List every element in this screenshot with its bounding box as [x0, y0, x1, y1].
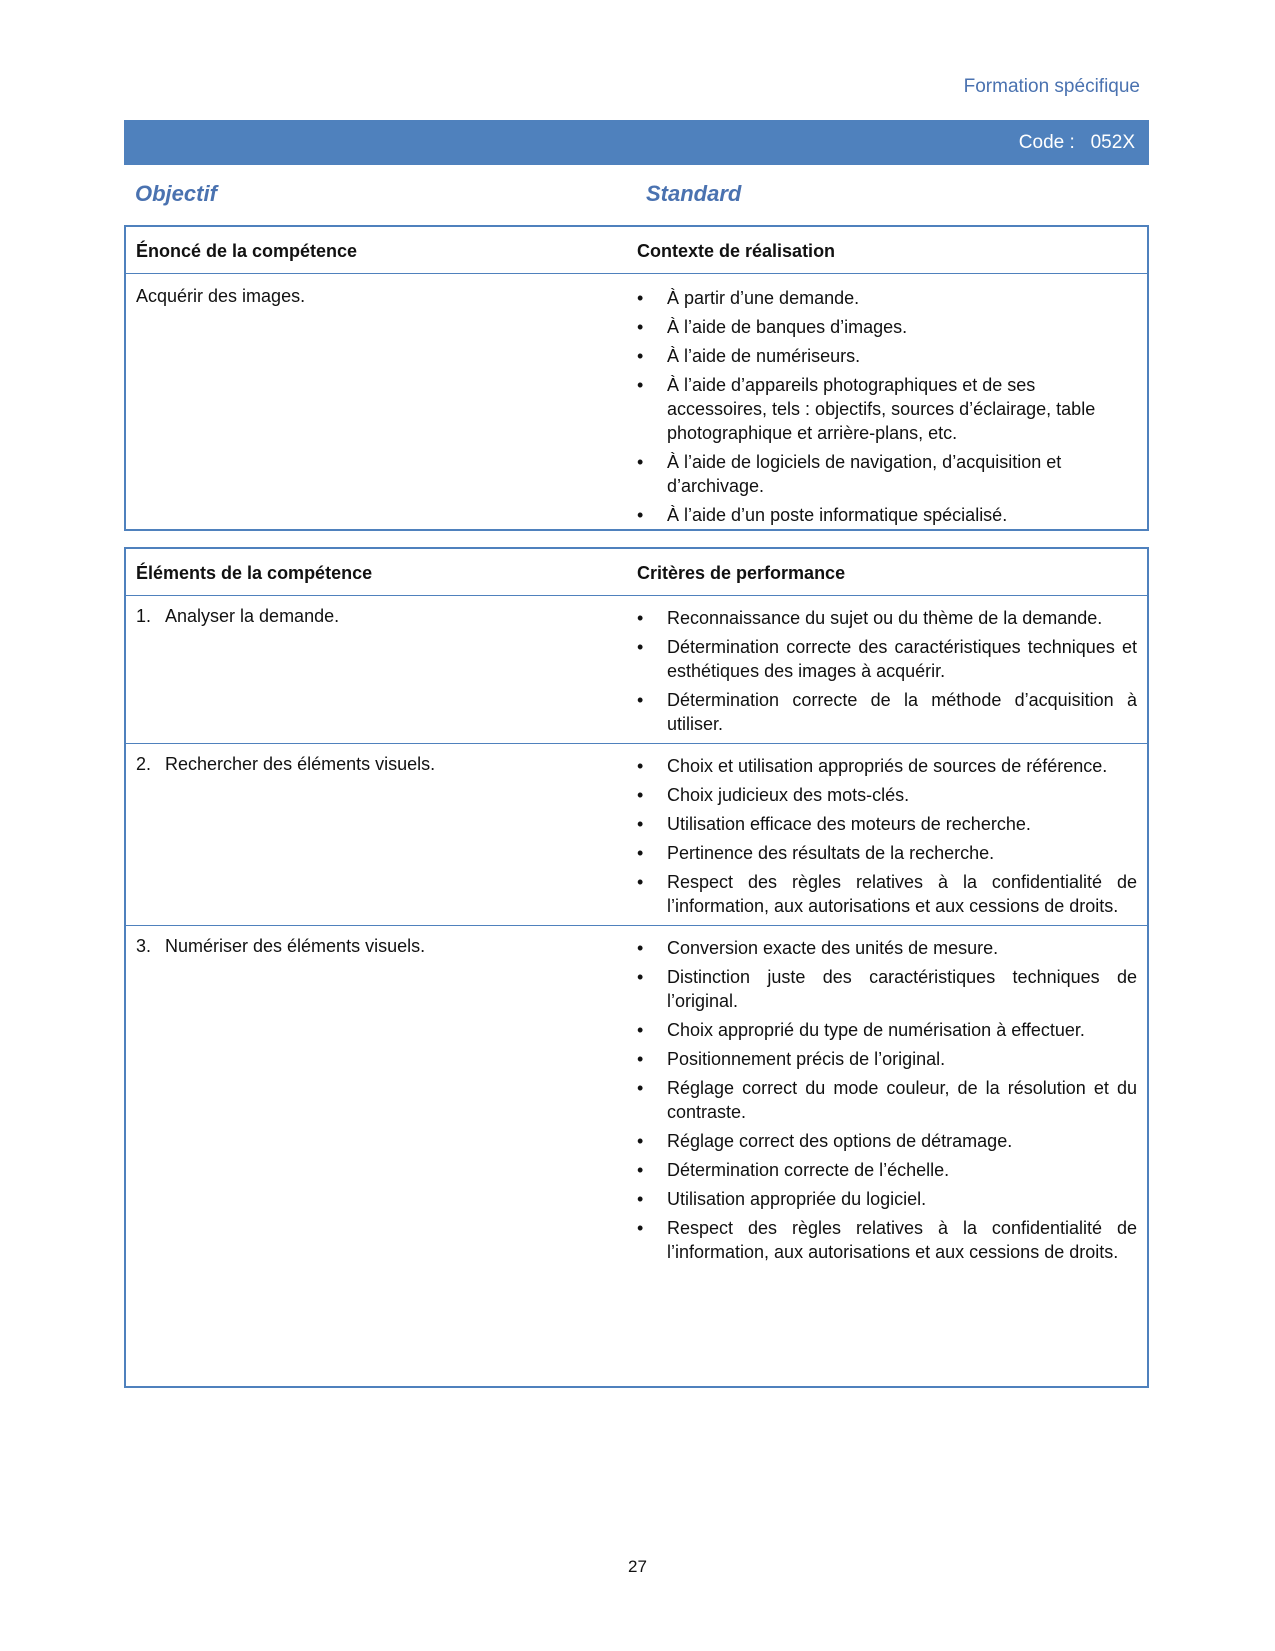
element-number: 2. [136, 754, 152, 774]
competence-table-header [126, 227, 1147, 274]
enonce-header: Énoncé de la compétence [136, 240, 358, 261]
context-list [637, 286, 1137, 527]
criterion-item: • Détermination correcte des caractéristiques techniques et esthétiques des images à acquérir. [637, 635, 1137, 683]
criteres-header: Critères de performance [637, 562, 846, 583]
objectif-heading: Objectif [135, 181, 217, 206]
criterion-item: • Réglage correct des options de détramage. [637, 1129, 1137, 1153]
page-number: 27 [628, 1557, 647, 1576]
element-row [126, 743, 1147, 925]
criterion-item: • Choix judicieux des mots-clés. [637, 783, 1137, 807]
criteria-list [637, 936, 1137, 1264]
context-item: • À l’aide de logiciels de navigation, d’acquisition et d’archivage. [637, 450, 1137, 498]
running-head: Formation spécifique [963, 76, 1140, 97]
criterion-item: • Distinction juste des caractéristiques techniques de l’original. [637, 965, 1137, 1013]
element-label: Rechercher des éléments visuels. [165, 754, 436, 774]
criterion-item: • Utilisation efficace des moteurs de recherche. [637, 812, 1137, 836]
criterion-item: • Utilisation appropriée du logiciel. [637, 1187, 1137, 1211]
contexte-header: Contexte de réalisation [637, 240, 836, 261]
criterion-item: • Positionnement précis de l’original. [637, 1047, 1137, 1071]
criteria-list [637, 606, 1137, 736]
competence-table [124, 225, 1149, 531]
element-number: 3. [136, 936, 152, 956]
elements-table [124, 547, 1149, 1388]
criterion-item: • Reconnaissance du sujet ou du thème de la demande. [637, 606, 1137, 630]
criteria-list [637, 754, 1137, 918]
element-row [126, 925, 1147, 1271]
elements-header: Éléments de la compétence [136, 562, 373, 583]
code-bar: Code : 052X [124, 120, 1149, 165]
competence-row [126, 274, 1147, 532]
criterion-item: • Respect des règles relatives à la confidentialité de l’information, aux autorisations et aux cessions de droits. [637, 870, 1137, 918]
criterion-item: • Pertinence des résultats de la recherche. [637, 841, 1137, 865]
element-label: Analyser la demande. [165, 606, 340, 626]
context-item: • À l’aide d’un poste informatique spécialisé. [637, 503, 1137, 527]
context-item: • À partir d’une demande. [637, 286, 1137, 310]
competence-statement: Acquérir des images. [136, 286, 306, 306]
criterion-item: • Respect des règles relatives à la confidentialité de l’information, aux autorisations et aux cessions de droits. [637, 1216, 1137, 1264]
context-item: • À l’aide de banques d’images. [637, 315, 1137, 339]
criterion-item: • Choix approprié du type de numérisation à effectuer. [637, 1018, 1137, 1042]
criterion-item: • Choix et utilisation appropriés de sources de référence. [637, 754, 1137, 778]
element-number: 1. [136, 606, 152, 626]
element-label: Numériser des éléments visuels. [165, 936, 426, 956]
context-item: • À l’aide de numériseurs. [637, 344, 1137, 368]
context-item: • À l’aide d’appareils photographiques et de ses accessoires, tels : objectifs, sources d’éclairage, table photographique et arrière-plans, etc. [637, 373, 1137, 445]
elements-table-header [126, 549, 1147, 596]
standard-heading: Standard [646, 181, 742, 206]
criterion-item: • Conversion exacte des unités de mesure. [637, 936, 1137, 960]
criterion-item: • Réglage correct du mode couleur, de la résolution et du contraste. [637, 1076, 1137, 1124]
criterion-item: • Détermination correcte de l’échelle. [637, 1158, 1137, 1182]
criterion-item: • Détermination correcte de la méthode d’acquisition à utiliser. [637, 688, 1137, 736]
element-row [126, 596, 1147, 743]
